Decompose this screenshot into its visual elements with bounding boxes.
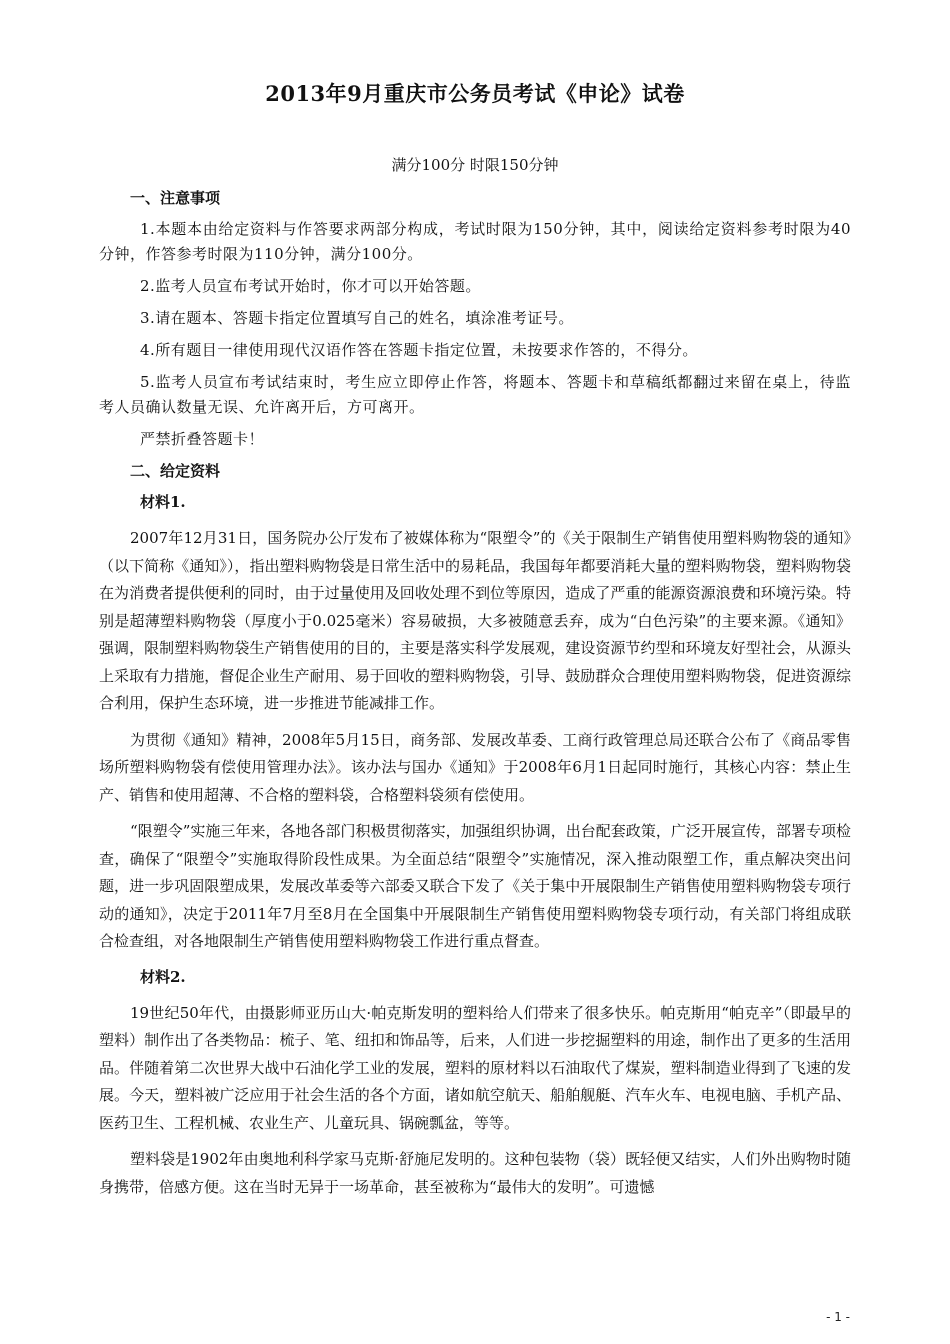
document-body	[99, 186, 851, 1210]
material-paragraph: 为贯彻《通知》精神，2008年5月15日，商务部、发展改革委、工商行政管理总局还联合公布了《商品零售场所塑料购物袋有偿使用管理办法》。该办法与国办《通知》于2008年6月1日起同时施行，其核心内容：禁止生产、销售和使用超薄、不合格的塑料袋，合格塑料袋须有偿使用。	[99, 730, 851, 804]
material-paragraph: “限塑令”实施三年来，各地各部门积极贯彻落实，加强组织协调，出台配套政策，广泛开展宣传，部署专项检查，确保了“限塑令”实施取得阶段性成果。为全面总结“限塑令”实施情况，深入推动限塑工作，重点解决突出问题，进一步巩固限塑成果，发展改革委等六部委又联合下发了《关于集中开展限制生产销售使用塑料购物袋专项行动的通知》，决定于2011年7月至8月在全国集中开展限制生产销售使用塑料购物袋专项行动，有关部门将组成联合检查组，对各地限制生产销售使用塑料购物袋工作进行重点督查。	[99, 822, 852, 950]
note-item: 2.监考人员宣布考试开始时，你才可以开始答题。	[140, 277, 481, 295]
material-2-label: 材料2.	[140, 967, 186, 986]
material-paragraph: 塑料袋是1902年由奥地利科学家马克斯·舒施尼发明的。这种包装物（袋）既轻便又结实，人们外出购物时随身携带，倍感方便。这在当时无异于一场革命，甚至被称为“最伟大的发明”。可遗憾	[99, 1150, 851, 1196]
section-heading-materials: 二、给定资料	[130, 462, 221, 480]
material-paragraph: 19世纪50年代，由摄影师亚历山大·帕克斯发明的塑料给人们带来了很多快乐。帕克斯用“帕克辛”（即最早的塑料）制作出了各类物品：梳子、笔、纽扣和饰品等，后来，人们进一步挖掘塑料的用途，制作出了更多的生活用品。伴随着第二次世界大战中石油化学工业的发展，塑料的原材料以石油取代了煤炭，塑料制造业得到了飞速的发展。今天，塑料被广泛应用于社会生活的各个方面，诸如航空航天、船舶舰艇、汽车火车、电视电脑、手机产品、医药卫生、工程机械、农业生产、儿童玩具、锅碗瓢盆，等等。	[99, 1003, 851, 1132]
page-number: - 1 -	[826, 1310, 850, 1324]
material-paragraph: 2007年12月31日，国务院办公厅发布了被媒体称为“限塑令”的《关于限制生产销售使用塑料购物袋的通知》（以下简称《通知》），指出塑料购物袋是日常生活中的易耗品，我国每年都要消耗大量的塑料购物袋，塑料购物袋在为消费者提供便利的同时，由于过量使用及回收处理不到位等原因，造成了严重的能源资源浪费和环境污染。特别是超薄塑料购物袋（厚度小于0.025毫米）容易破损，大多被随意丢弃，成为“白色污染”的主要来源。《通知》强调，限制塑料购物袋生产销售使用的目的，主要是落实科学发展观，建设资源节约型和环境友好型社会，从源头上采取有力措施，督促企业生产耐用、易于回收的塑料购物袋，引导、鼓励群众合理使用塑料购物袋，促进资源综合利用，保护生态环境，进一步推进节能减排工作。	[99, 529, 851, 712]
page-title: 2013年9月重庆市公务员考试《申论》试卷	[265, 81, 685, 106]
note-item: 3.请在题本、答题卡指定位置填写自己的姓名，填涂准考证号。	[140, 309, 574, 327]
note-item: 1.本题本由给定资料与作答要求两部分构成，考试时限为150分钟，其中，阅读给定资料参考时限为40分钟，作答参考时限为110分钟，满分100分。	[99, 220, 851, 263]
note-item: 5.监考人员宣布考试结束时，考生应立即停止作答，将题本、答题卡和草稿纸都翻过来留在桌上，待监考人员确认数量无误、允许离开后，方可离开。	[99, 373, 851, 416]
material-1-label: 材料1.	[140, 493, 186, 511]
section-heading-notes: 一、注意事项	[130, 189, 221, 207]
note-item: 4.所有题目一律使用现代汉语作答在答题卡指定位置，未按要求作答的，不得分。	[140, 341, 698, 359]
exam-subtitle: 满分100分 时限150分钟	[391, 156, 559, 174]
note-warning: 严禁折叠答题卡！	[140, 430, 265, 448]
